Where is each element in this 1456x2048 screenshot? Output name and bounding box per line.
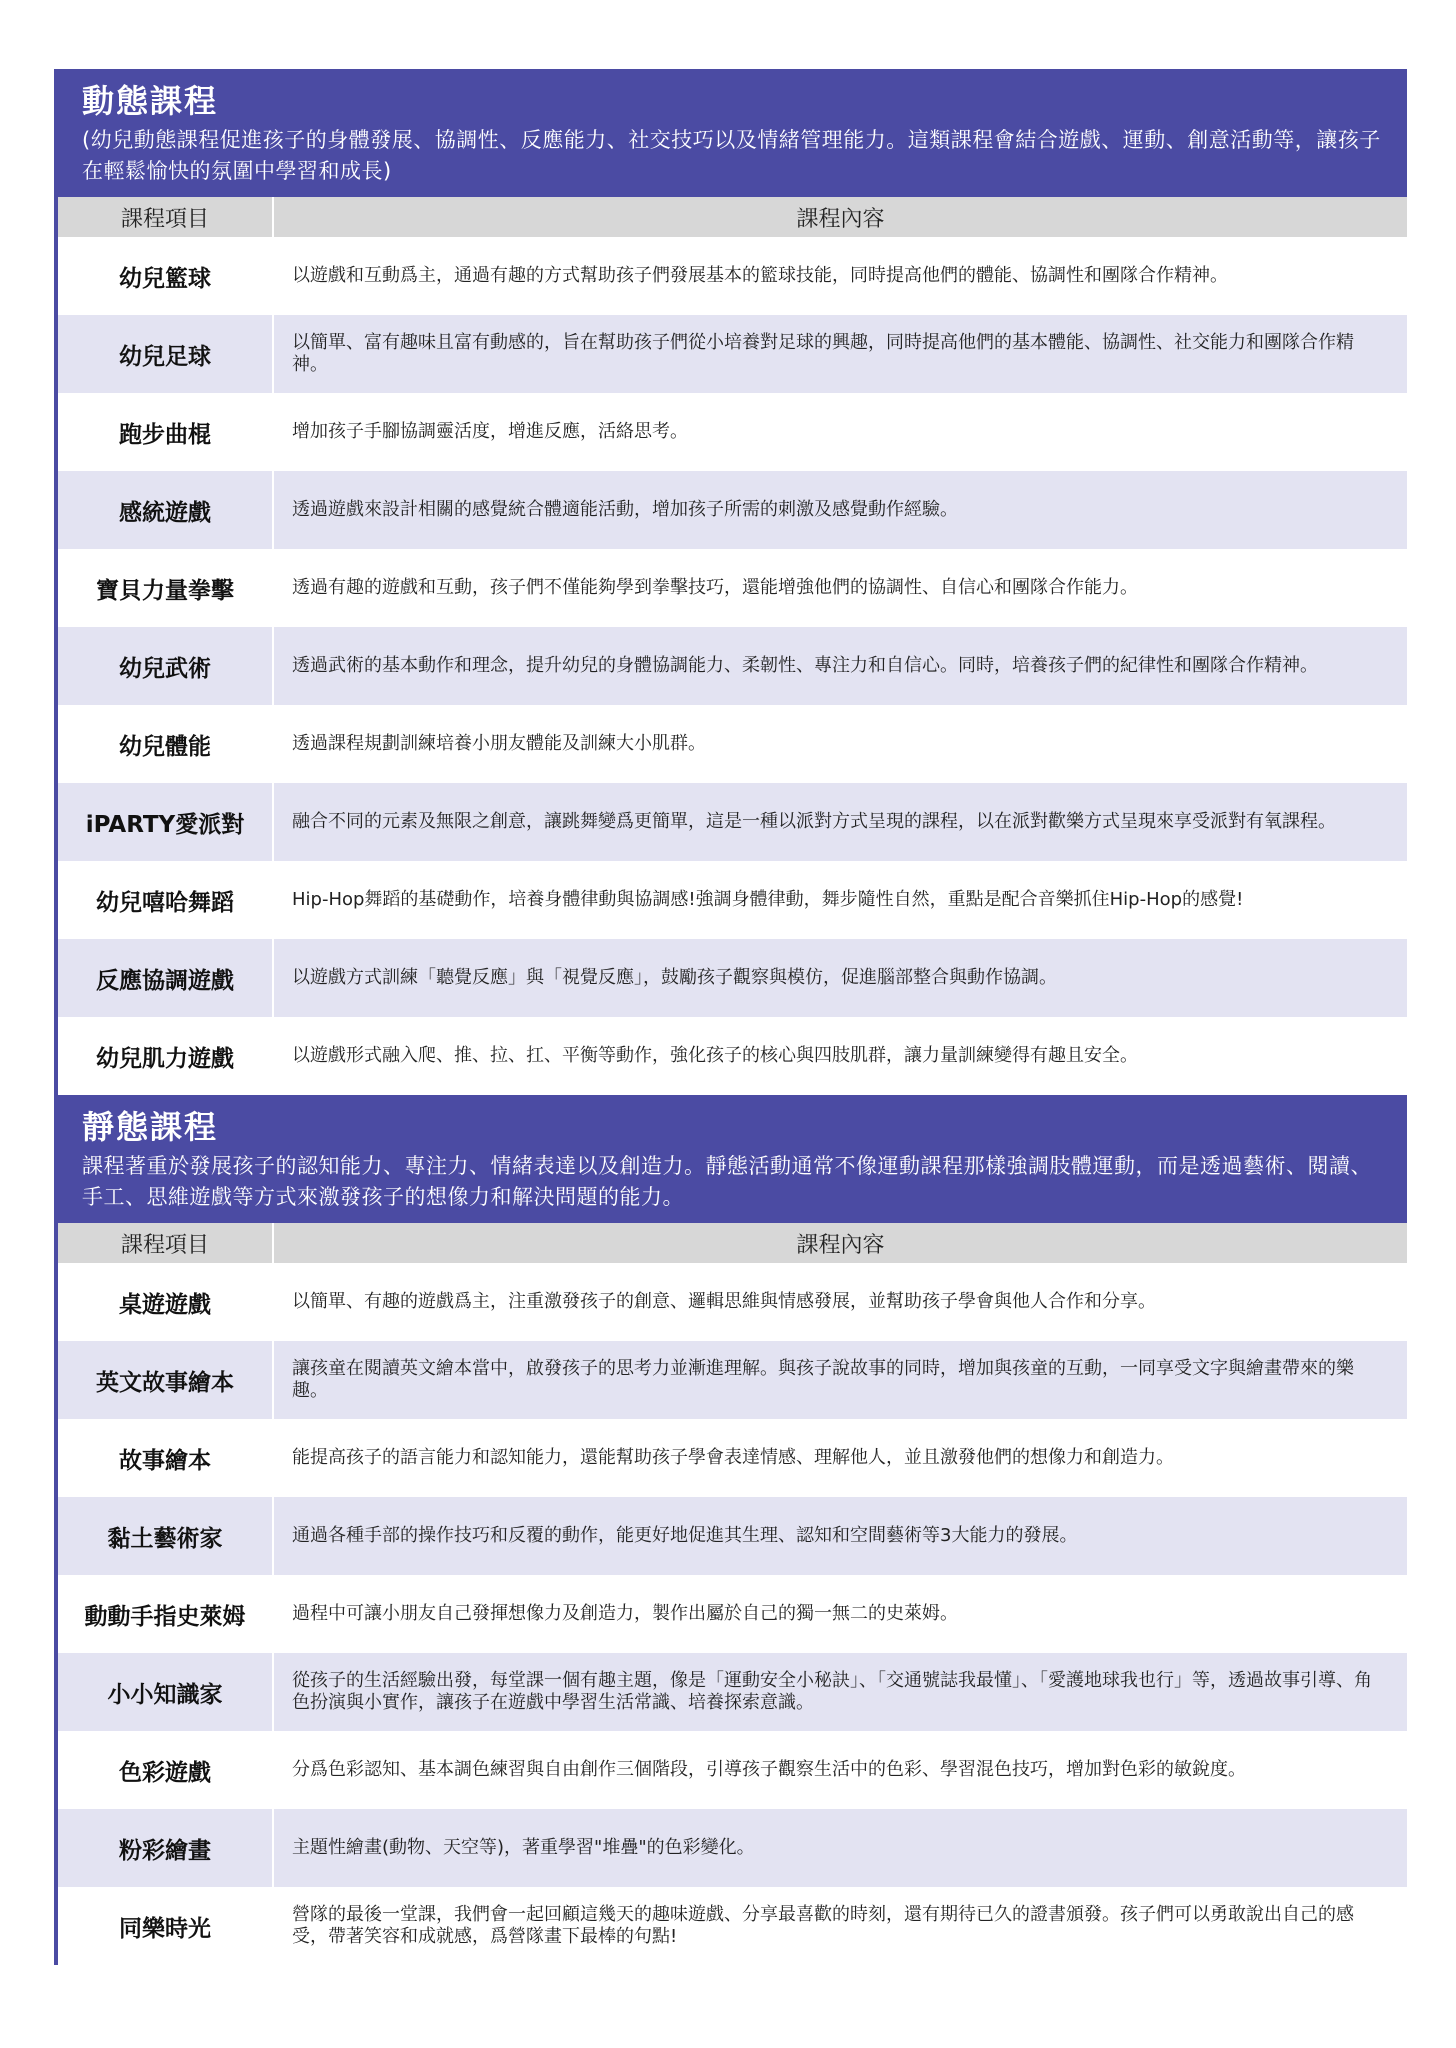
course-content: Hip-Hop舞蹈的基礎動作，培養身體律動與協調感!強調身體律動，舞步隨性自然，重點是配合音樂抓住Hip-Hop的感覺!: [292, 889, 1244, 910]
table-row: [58, 315, 1407, 393]
table-row: [58, 783, 1407, 861]
course-item: 動動手指史萊姆: [58, 1575, 273, 1653]
course-item: 粉彩繪畫: [58, 1809, 273, 1887]
table-row: [58, 1263, 1407, 1341]
course-content: 分爲色彩認知、基本調色練習與自由創作三個階段，引導孩子觀察生活中的色彩、學習混色技巧，增加對色彩的敏銳度。: [292, 1759, 1246, 1780]
course-item: 感統遊戲: [58, 471, 273, 549]
section-title: 動態課程: [82, 82, 219, 120]
course-content: 營隊的最後一堂課，我們會一起回顧這幾天的趣味遊戲、分享最喜歡的時刻，還有期待已久的證書頒發。孩子們可以勇敢說出自己的感受，帶著笑容和成就感，爲營隊畫下最棒的句點!: [292, 1904, 1354, 1947]
table-row: [58, 549, 1407, 627]
course-item: 故事繪本: [58, 1419, 273, 1497]
table-row: [58, 1341, 1407, 1419]
course-item: 色彩遊戲: [58, 1731, 273, 1809]
course-item: 英文故事繪本: [58, 1341, 273, 1419]
course-item: 反應協調遊戲: [58, 939, 273, 1017]
column-header-item: 課程項目: [58, 197, 273, 237]
course-item: 幼兒嘻哈舞蹈: [58, 861, 273, 939]
table-row: [58, 627, 1407, 705]
section-description: (幼兒動態課程促進孩子的身體發展、協調性、反應能力、社交技巧以及情緒管理能力。這類課程會結合遊戲、運動、創意活動等，讓孩子在輕鬆愉快的氛圍中學習和成長): [82, 128, 1381, 183]
column-header-content: 課程內容: [273, 1223, 1407, 1263]
course-content: 過程中可讓小朋友自己發揮想像力及創造力，製作出屬於自己的獨一無二的史萊姆。: [292, 1603, 958, 1624]
course-item: 幼兒體能: [58, 705, 273, 783]
static-course-table: [58, 1223, 1407, 1965]
dynamic-course-table: [58, 197, 1407, 1095]
course-item: 幼兒足球: [58, 315, 273, 393]
course-item: 幼兒肌力遊戲: [58, 1017, 273, 1095]
static-section-header: [58, 1095, 1407, 1223]
course-item: iPARTY愛派對: [58, 783, 273, 861]
table-row: [58, 1017, 1407, 1095]
course-content: 從孩子的生活經驗出發，每堂課一個有趣主題，像是「運動安全小秘訣」、「交通號誌我最懂」、「愛護地球我也行」等，透過故事引導、角色扮演與小實作，讓孩子在遊戲中學習生活常識、培養探索意識。: [273, 1653, 1407, 1731]
table-row: [58, 939, 1407, 1017]
table-row: [58, 471, 1407, 549]
course-item: 黏土藝術家: [58, 1497, 273, 1575]
course-item: 小小知識家: [58, 1653, 273, 1731]
section-description: 課程著重於發展孩子的認知能力、專注力、情緒表達以及創造力。靜態活動通常不像運動課程那樣強調肢體運動，而是透過藝術、閱讀、手工、思維遊戲等方式來激發孩子的想像力和解決問題的能力。: [82, 1154, 1372, 1209]
course-content: 以遊戲形式融入爬、推、拉、扛、平衡等動作，強化孩子的核心與四肢肌群，讓力量訓練變得有趣且安全。: [292, 1045, 1138, 1066]
dynamic-section-header: [58, 69, 1407, 197]
column-header-item: 課程項目: [58, 1223, 273, 1263]
course-content: 以遊戲方式訓練「聽覺反應」與「視覺反應」，鼓勵孩子觀察與模仿，促進腦部整合與動作協調。: [273, 939, 1407, 1017]
course-page: [54, 69, 1407, 1965]
course-item: 跑步曲棍: [58, 393, 273, 471]
course-content: 增加孩子手腳協調靈活度，增進反應，活絡思考。: [292, 421, 688, 442]
section-title: 靜態課程: [82, 1108, 219, 1146]
course-item: 同樂時光: [58, 1887, 273, 1965]
course-content: 透過有趣的遊戲和互動，孩子們不僅能夠學到拳擊技巧，還能增強他們的協調性、自信心和團隊合作能力。: [292, 577, 1138, 598]
column-header-content: 課程內容: [273, 197, 1407, 237]
course-item: 幼兒武術: [58, 627, 273, 705]
table-row: [58, 705, 1407, 783]
course-content: 透過遊戲來設計相關的感覺統合體適能活動，增加孩子所需的刺激及感覺動作經驗。: [273, 471, 1407, 549]
course-item: 寶貝力量拳擊: [58, 549, 273, 627]
course-item: 桌遊遊戲: [58, 1263, 273, 1341]
course-content: 透過武術的基本動作和理念，提升幼兒的身體協調能力、柔韌性、專注力和自信心。同時，培養孩子們的紀律性和團隊合作精神。: [273, 627, 1407, 705]
course-content: 融合不同的元素及無限之創意，讓跳舞變爲更簡單，這是一種以派對方式呈現的課程，以在派對歡樂方式呈現來享受派對有氧課程。: [273, 783, 1407, 861]
course-content: 能提高孩子的語言能力和認知能力，還能幫助孩子學會表達情感、理解他人，並且激發他們的想像力和創造力。: [292, 1447, 1174, 1468]
table-row: [58, 861, 1407, 939]
course-content: 主題性繪畫(動物、天空等)，著重學習"堆疊"的色彩變化。: [273, 1809, 1407, 1887]
course-content: 以遊戲和互動爲主，通過有趣的方式幫助孩子們發展基本的籃球技能，同時提高他們的體能、協調性和團隊合作精神。: [292, 265, 1228, 286]
table-row: [58, 1497, 1407, 1575]
course-content: 以簡單、有趣的遊戲爲主，注重激發孩子的創意、邏輯思維與情感發展，並幫助孩子學會與他人合作和分享。: [292, 1291, 1156, 1312]
course-content: 以簡單、富有趣味且富有動感的，旨在幫助孩子們從小培養對足球的興趣，同時提高他們的基本體能、協調性、社交能力和團隊合作精神。: [273, 315, 1407, 393]
table-row: [58, 1575, 1407, 1653]
table-row: [58, 1809, 1407, 1887]
course-content: 通過各種手部的操作技巧和反覆的動作，能更好地促進其生理、認知和空間藝術等3大能力的發展。: [273, 1497, 1407, 1575]
table-row: [58, 1731, 1407, 1809]
course-content: 透過課程規劃訓練培養小朋友體能及訓練大小肌群。: [292, 733, 706, 754]
table-row: [58, 393, 1407, 471]
table-row: [58, 237, 1407, 315]
table-row: [58, 1887, 1407, 1965]
course-content: 讓孩童在閱讀英文繪本當中，啟發孩子的思考力並漸進理解。與孩子說故事的同時，增加與孩童的互動，一同享受文字與繪畫帶來的樂趣。: [273, 1341, 1407, 1419]
course-item: 幼兒籃球: [58, 237, 273, 315]
table-row: [58, 1419, 1407, 1497]
table-row: [58, 1653, 1407, 1731]
